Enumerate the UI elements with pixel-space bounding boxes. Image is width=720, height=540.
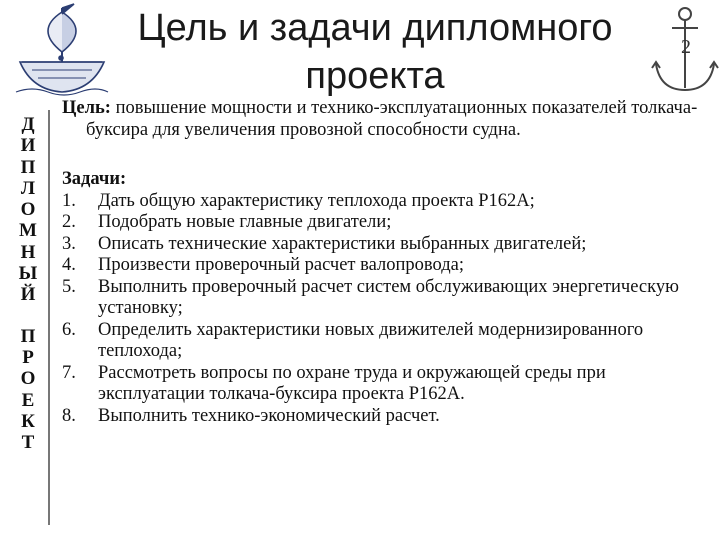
item-number: 4. [62, 255, 76, 275]
goal-text: повышение мощности и технико-эксплуатационных показателей толкача-буксира для увеличения провозной способности судна. [86, 98, 698, 140]
item-text: Определить характеристики новых движителей модернизированного теплохода; [98, 319, 644, 361]
item-number: 3. [62, 233, 76, 254]
item-text: Произвести проверочный расчет валопровода; [98, 255, 464, 275]
item-text: Подобрать новые главные двигатели; [98, 212, 392, 232]
side-letter: Н [20, 241, 36, 263]
list-item [62, 363, 712, 406]
item-number: 8. [62, 405, 76, 426]
item-number: 1. [62, 190, 76, 211]
item-number: 6. [62, 319, 76, 340]
side-letter: И [20, 135, 36, 157]
side-letter: Т [21, 432, 35, 454]
side-letter: Л [20, 177, 36, 199]
list-item [62, 255, 712, 277]
list-item [62, 234, 712, 256]
page-number: 2 [681, 36, 691, 58]
side-letter: Д [21, 114, 35, 135]
item-text: Описать технические характеристики выбранных двигателей; [98, 233, 587, 254]
list-item [62, 406, 712, 428]
item-number: 2. [62, 212, 76, 232]
tasks-heading: Задачи: [62, 169, 127, 189]
item-text: Рассмотреть вопросы по охране труда и окружающей среды при эксплуатации толкача-буксира проекта Р162А. [98, 362, 606, 404]
side-letter: К [21, 410, 35, 432]
vertical-side-text [14, 114, 42, 453]
side-letter: Е [21, 389, 35, 411]
side-letter: Ы [18, 263, 38, 285]
item-number: 7. [62, 362, 76, 383]
item-text: Дать общую характеристику теплохода проекта Р162А; [98, 190, 535, 211]
side-letter: П [20, 156, 36, 178]
list-item [62, 191, 712, 213]
list-item [62, 212, 712, 234]
content [62, 98, 712, 427]
item-number: 5. [62, 276, 76, 297]
side-letter: Й [20, 284, 36, 306]
side-letter: О [20, 368, 36, 390]
tasks-list [62, 191, 712, 428]
side-letter: Р [22, 346, 34, 368]
goal-label: Цель: [62, 98, 111, 118]
page-title: Цель и задачи дипломного проекта [137, 7, 613, 97]
side-letter: М [19, 220, 37, 242]
list-item [62, 277, 712, 320]
goal-paragraph [62, 98, 712, 141]
list-item [62, 320, 712, 363]
item-text: Выполнить технико-экономический расчет. [98, 405, 440, 426]
side-letter: П [20, 325, 36, 347]
item-text: Выполнить проверочный расчет систем обслуживающих энергетическую установку; [98, 276, 679, 318]
side-letter: О [20, 199, 36, 221]
ship-logo-icon [12, 0, 110, 96]
divider-line [48, 110, 50, 525]
